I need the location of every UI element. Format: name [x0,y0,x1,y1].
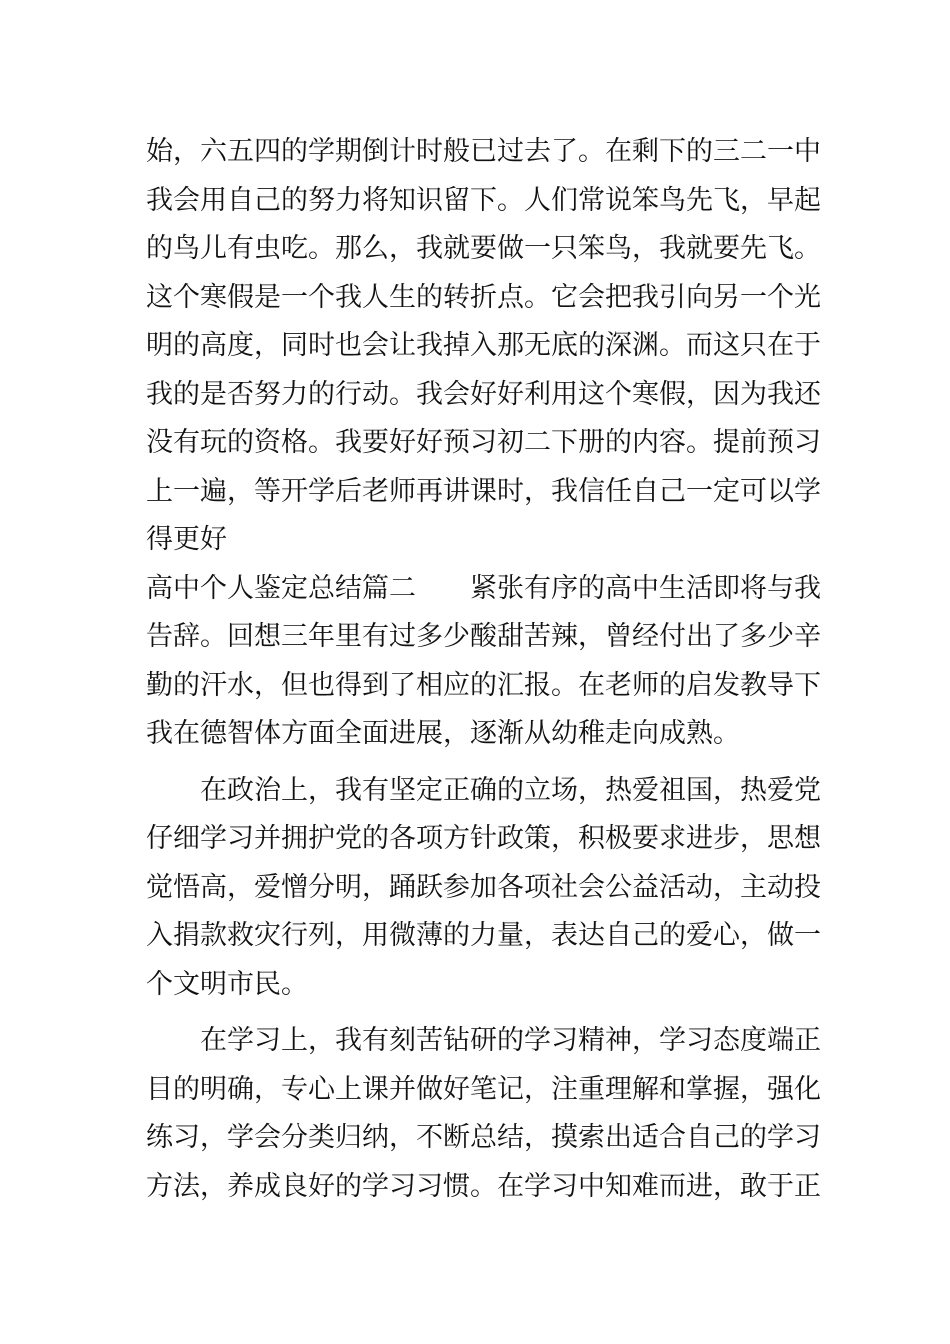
body-line: 始，六五四的学期倒计时般已过去了。在剩下的三二一中 [146,136,821,167]
body-line: 我的是否努力的行动。我会好好利用这个寒假，因为我还 [146,378,821,410]
heading-continuation: 紧张有序的高中生活即将与我 [470,572,821,604]
body-line: 得更好 [146,524,227,555]
body-line: 明的高度，同时也会让我掉入那无底的深渊。而这只在于 [146,330,821,361]
document-body [146,128,821,1211]
body-line: 没有玩的资格。我要好好预习初二下册的内容。提前预习 [146,427,821,458]
section-heading-line [146,565,821,614]
body-line: 我在德智体方面全面进展，逐渐从幼稚走向成熟。 [146,718,740,749]
body-line: 告辞。回想三年里有过多少酸甜苦辣，曾经付出了多少辛 [146,621,821,652]
body-line: 入捐款救灾行列，用微薄的力量，表达自己的爱心，做一 [146,920,821,951]
body-line: 方法，养成良好的学习习惯。在学习中知难而进，敢于正 [146,1170,821,1202]
paragraph-politics-first-line: 在政治上，我有坚定正确的立场，热爱祖国，热爱党 [200,774,821,806]
body-line: 练习，学会分类归纳，不断总结，摸索出适合自己的学习 [146,1122,821,1153]
body-line: 这个寒假是一个我人生的转折点。它会把我引向另一个光 [146,281,821,313]
body-line: 勤的汗水，但也得到了相应的汇报。在老师的启发教导下 [146,669,821,701]
body-line: 觉悟高，爱憎分明，踊跃参加各项社会公益活动，主动投 [146,871,821,903]
body-line: 我会用自己的努力将知识留下。人们常说笨鸟先飞，早起 [146,184,821,216]
body-line: 仔细学习并拥护党的各项方针政策，积极要求进步，思想 [146,823,821,854]
body-line: 目的明确，专心上课并做好笔记，注重理解和掌握，强化 [146,1073,821,1105]
body-line: 上一遍，等开学后老师再讲课时，我信任自己一定可以学 [146,475,821,507]
body-line: 的鸟儿有虫吃。那么，我就要做一只笨鸟，我就要先飞。 [146,233,821,264]
body-line: 个文明市民。 [146,968,308,1000]
section-heading: 高中个人鉴定总结篇二 [146,572,416,604]
paragraph-study-first-line: 在学习上，我有刻苦钻研的学习精神，学习态度端正 [200,1025,821,1056]
